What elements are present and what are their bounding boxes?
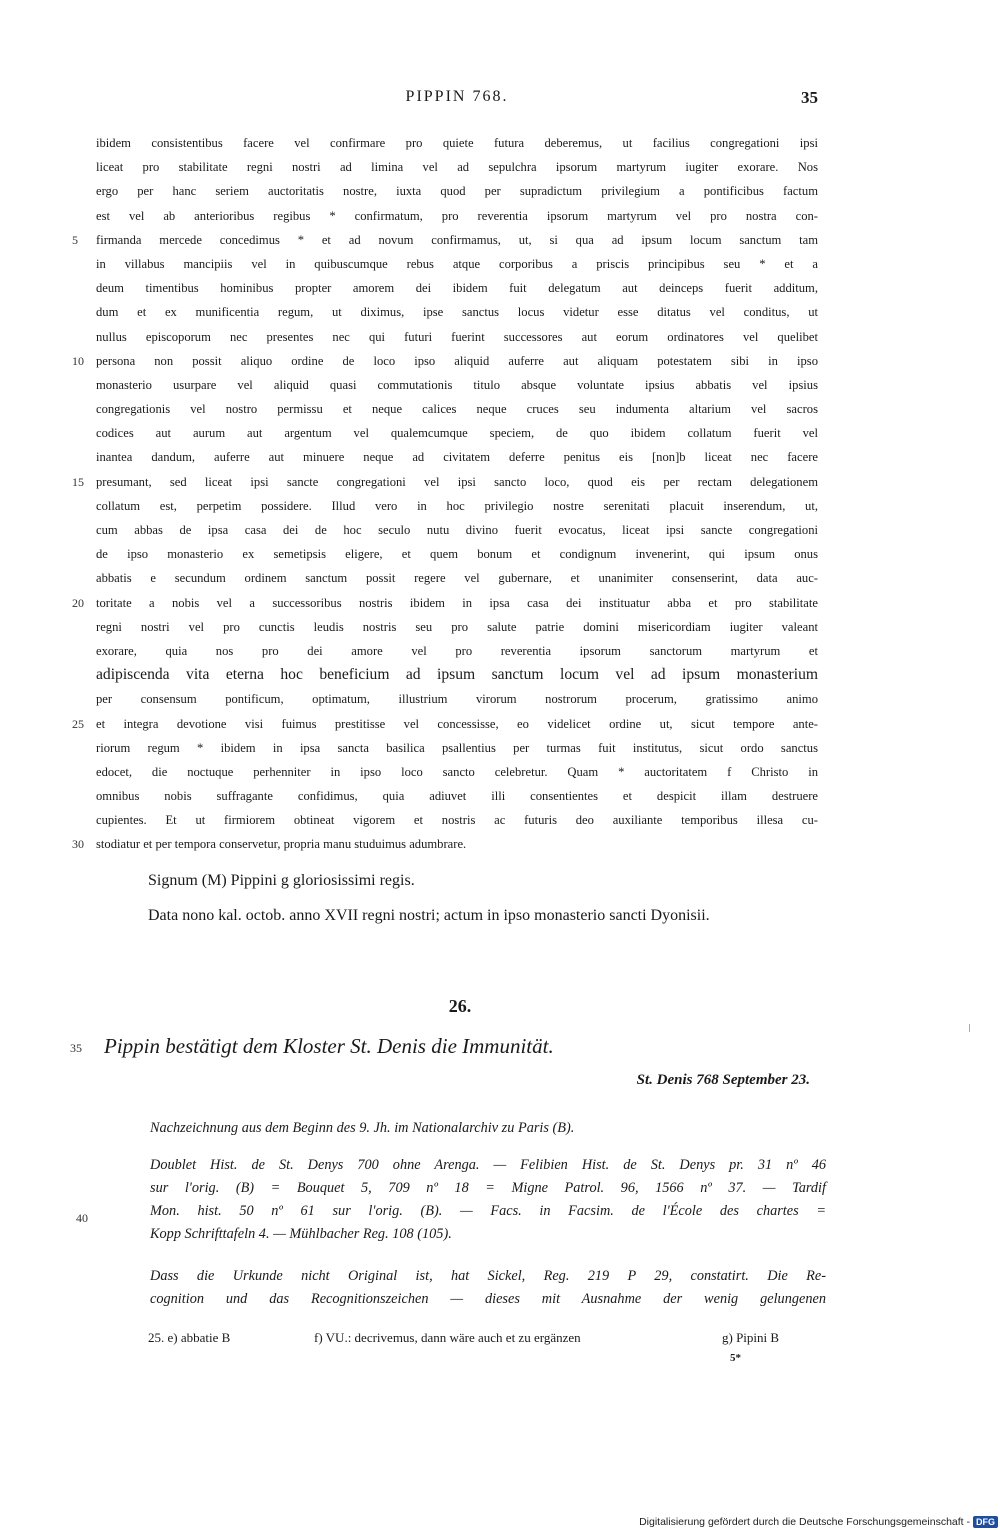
- line-text: ibidem consistentibus facere vel confirmare pro quiete futura deberemus, ut facilius congregationi ipsi: [96, 136, 818, 150]
- line-text: ergo per hanc seriem auctoritatis nostre, iuxta quod per supradictum privilegium a pontificibus factum: [96, 184, 818, 199]
- text-line: [96, 179, 818, 203]
- note-line: sur l'orig. (B) = Bouquet 5, 709 nº 18 = Migne Patrol. 96, 1566 nº 37. — Tardif: [150, 1180, 826, 1196]
- line-number: 25: [72, 716, 84, 731]
- text-line: [96, 808, 818, 832]
- line-text: in villabus mancipiis vel in quibuscumque rebus atque corporibus a priscis principibus seu * et a: [96, 256, 818, 271]
- line-text: toritate a nobis vel a successoribus nostris ibidem in ipsa casa dei instituatur abba et pro stabilitate: [96, 595, 818, 610]
- text-line: [72, 349, 818, 373]
- line-text: cupientes. Et ut firmiorem obtineat vigorem et nostris ac futuris deo auxiliante temporibus illesa cu-: [96, 813, 818, 828]
- footnotes: [148, 1330, 828, 1352]
- line-text: adipiscenda vita eterna hoc beneficium ad ipsum sanctum locum vel ad ipsum monasterium: [96, 666, 818, 684]
- running-header: [96, 88, 818, 112]
- line-text: collatum est, perpetim possidere. Illud vero in hoc privilegio nostre serenitati placuit inserendum, ut,: [96, 498, 818, 513]
- text-line: [96, 397, 818, 421]
- text-line: [96, 325, 818, 349]
- document-heading: Pippin bestätigt dem Kloster St. Denis die Immunität.: [104, 1034, 554, 1058]
- line-number: 30: [72, 837, 84, 852]
- line-text: omnibus nobis suffragante confidimus, quia adiuvet illi consentientes et despicit illam destruere: [96, 789, 818, 804]
- note-line: Kopp Schrifttafeln 4. — Mühlbacher Reg. 108 (105).: [150, 1226, 452, 1242]
- dfg-logo-icon: DFG: [973, 1516, 998, 1528]
- text-line: [96, 421, 818, 445]
- line-text: stodiatur et per tempora conservetur, propria manu studuimus adumbrare.: [96, 837, 467, 852]
- text-line: [96, 760, 818, 784]
- text-line: [96, 204, 818, 228]
- charter-text: [72, 131, 818, 857]
- text-line: [72, 832, 818, 856]
- text-line: [96, 445, 818, 469]
- footnote-f: f) VU.: decrivemus, dann wäre auch et zu ergänzen: [314, 1330, 581, 1345]
- text-line: [96, 494, 818, 518]
- line-text: regni nostri vel pro cunctis leudis nostris seu pro salute patrie domini misericordiam iugiter valeant: [96, 619, 818, 634]
- text-line: [96, 736, 818, 760]
- place-date: St. Denis 768 September 23.: [636, 1072, 810, 1088]
- line-number-35: 35: [70, 1041, 82, 1055]
- page-number: 35: [801, 88, 818, 107]
- note-line: cognition und das Recognitionszeichen — dieses mit Ausnahme der wenig gelungenen: [150, 1291, 826, 1307]
- text-line: [96, 687, 818, 711]
- line-text: abbatis e secundum ordinem sanctum possit regere vel gubernare, et unanimiter consenserint, data auc-: [96, 571, 818, 586]
- text-line: [96, 300, 818, 324]
- note-line: Dass die Urkunde nicht Original ist, hat Sickel, Reg. 219 P 29, constatirt. Die Re-: [150, 1268, 826, 1284]
- line-text: riorum regum * ibidem in ipsa sancta basilica psallentius per turmas fuit institutus, sicut ordo sanctus: [96, 740, 818, 755]
- funding-note: [639, 1516, 998, 1528]
- note-line: Doublet Hist. de St. Denys 700 ohne Arenga. — Felibien Hist. de St. Denys pr. 31 nº 46: [150, 1157, 826, 1173]
- text-line: [72, 228, 818, 252]
- text-line: [72, 591, 818, 615]
- note-editions: [150, 1154, 826, 1246]
- dating-clause: Data nono kal. octob. anno XVII regni nostri; actum in ipso monasterio sancti Dyonisii.: [148, 907, 710, 924]
- note-tradition: Nachzeichnung aus dem Beginn des 9. Jh. im Nationalarchiv zu Paris (B).: [150, 1120, 575, 1136]
- footnote-g: g) Pipini B: [722, 1330, 780, 1345]
- text-line: [96, 252, 818, 276]
- note-commentary: [150, 1265, 826, 1311]
- line-text: cum abbas de ipsa casa dei de hoc seculo nutu divino fuerit evocatus, liceat ipsi sancte congregationi: [96, 523, 818, 537]
- line-text: persona non possit aliquo ordine de loco ipso aliquid auferre aut aliquam potestatem sibi in ipso: [96, 353, 818, 368]
- line-number: 5: [72, 232, 78, 247]
- text-line: [72, 712, 818, 736]
- line-text: liceat pro stabilitate regni nostri ad limina vel ad sepulchra ipsorum martyrum iugiter exorare. Nos: [96, 160, 818, 175]
- text-line: [96, 542, 818, 566]
- line-text: dum et ex munificentia regum, ut diximus, ipse sanctus locus videtur esse ditatus vel conditus, ut: [96, 305, 818, 320]
- text-line: [96, 373, 818, 397]
- line-number: 10: [72, 353, 84, 368]
- text-line: [96, 155, 818, 179]
- line-text: edocet, die noctuque perhenniter in ipso loco sancto celebretur. Quam * auctoritatem f Christo in: [96, 764, 818, 779]
- text-line: [96, 566, 818, 590]
- line-text: de ipso monasterio ex semetipsis eligere, et quem bonum et condignum invenerint, qui ipsum onus: [96, 547, 818, 562]
- running-title: PIPPIN 768.: [405, 88, 509, 105]
- line-text: et integra devotione visi fuimus prestitisse vel concessisse, eo videlicet ordine ut, sicut tempore ante-: [96, 716, 818, 731]
- line-text: est vel ab anterioribus regibus * confirmatum, pro reverentia ipsorum martyrum vel pro nostra con-: [96, 208, 818, 223]
- line-text: deum timentibus hominibus propter amorem dei ibidem fuit delegatum aut deinceps fuerit additum,: [96, 281, 818, 296]
- line-text: inantea dandum, auferre aut minuere neque ad civitatem deferre penitus eis [non]b liceat nec facere: [96, 450, 818, 465]
- line-text: exorare, quia nos pro dei amore vel pro reverentia ipsorum sanctorum martyrum et: [96, 643, 818, 658]
- text-line: [96, 784, 818, 808]
- line-text: congregationis vel nostro permissu et neque calices neque cruces seu indumenta altarium vel sacros: [96, 402, 818, 417]
- line-number-40: 40: [76, 1211, 88, 1225]
- text-line: [96, 639, 818, 663]
- document-number: 26.: [448, 996, 472, 1016]
- line-text: firmanda mercede concedimus * et ad novum confirmamus, ut, si qua ad ipsum locum sanctum tam: [96, 232, 818, 247]
- line-text: monasterio usurpare vel aliquid quasi commutationis titulo absque voluntate ipsius abbatis vel ipsius: [96, 377, 818, 392]
- signum-line: Signum (M) Pippini g gloriosissimi regis.: [148, 872, 415, 889]
- line-text: per consensum pontificum, optimatum, illustrium virorum nostrorum procerum, gratissimo animo: [96, 692, 818, 707]
- text-line: [72, 470, 818, 494]
- text-line: [96, 615, 818, 639]
- note-line: Mon. hist. 50 nº 61 sur l'orig. (B). — Facs. in Facsim. de l'École des chartes =: [150, 1203, 826, 1219]
- line-text: presumant, sed liceat ipsi sancte congregationi vel ipsi sancto loco, quod eis per rectam delegationem: [96, 474, 818, 489]
- line-text: codices aut aurum aut argentum vel qualemcumque speciem, de quo ibidem collatum fuerit vel: [96, 426, 818, 441]
- scan-edge-mark: [969, 1024, 970, 1032]
- text-line: [96, 131, 818, 155]
- line-number: 20: [72, 595, 84, 610]
- signature-mark: 5*: [730, 1352, 741, 1364]
- text-line: [96, 276, 818, 300]
- footnote-e: 25. e) abbatie B: [148, 1330, 231, 1345]
- text-line: [96, 518, 818, 542]
- text-line: [96, 663, 818, 687]
- line-number: 15: [72, 474, 84, 489]
- line-text: nullus episcoporum nec presentes nec qui futuri fuerint successores aut eorum ordinatores vel quelibet: [96, 329, 818, 344]
- funding-text: Digitalisierung gefördert durch die Deutsche Forschungsgemeinschaft -: [639, 1516, 970, 1528]
